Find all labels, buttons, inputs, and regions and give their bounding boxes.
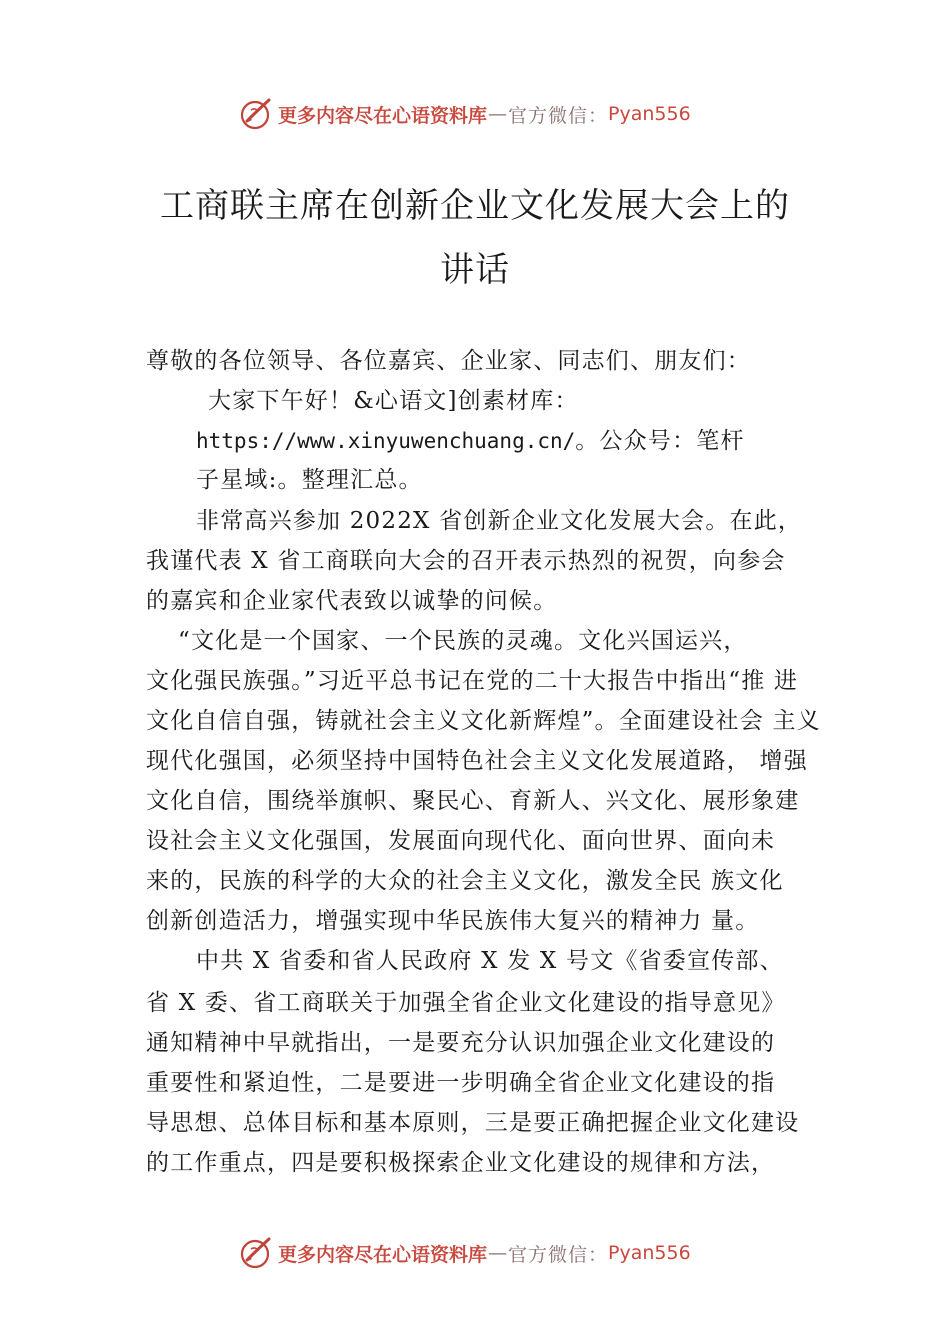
source-url: https://www.xinyuwenchuang.cn/ <box>196 429 576 453</box>
public-account-label: 。公众号：笔杆 <box>575 428 745 454</box>
watermark-wechat-id: Pyan556 <box>608 103 691 125</box>
body-line: 设社会主义文化强国，发展面向现代化、面向世界、面向未 <box>146 828 776 854</box>
watermark-dash: — <box>488 103 508 125</box>
body-line: 省 X 委、省工商联关于加强全省企业文化建设的指导意见》 <box>146 990 786 1016</box>
footer-watermark-banner <box>0 1233 950 1273</box>
watermark-wechat-id: Pyan556 <box>608 1242 691 1264</box>
greeting-line: 大家下午好！&心语文]创素材库： <box>208 388 579 414</box>
body-line: 创新创造活力，增强实现中华民族伟大复兴的精神力 量。 <box>146 908 760 934</box>
body-line: 重要性和紧迫性，二是要进一步明确全省企业文化建设的指 <box>146 1070 776 1096</box>
header-watermark-banner <box>0 94 950 134</box>
body-line: 我谨代表 X 省工商联向大会的召开表示热烈的祝贺，向参会 <box>146 548 786 574</box>
brush-logo-icon <box>238 96 274 132</box>
source-line-end: 子星域:。整理汇总。 <box>196 467 423 493</box>
body-line: 来的，民族的科学的大众的社会主义文化，激发全民 族文化 <box>146 868 784 894</box>
body-line: 非常高兴参加 2022X 省创新企业文化发展大会。在此， <box>196 508 803 534</box>
body-line: 通知精神中早就指出，一是要充分认识加强企业文化建设的 <box>146 1030 776 1056</box>
watermark-wechat-label: 官方微信： <box>508 104 609 127</box>
body-line: 现代化强国，必须坚持中国特色社会主义文化发展道路， 增强 <box>146 748 808 774</box>
body-line: 的嘉宾和企业家代表致以诚挚的问候。 <box>146 588 558 614</box>
body-line: “文化是一个国家、一个民族的灵魂。文化兴国运兴， <box>178 628 748 654</box>
source-url-line <box>196 426 745 456</box>
body-line: 中共 X 省委和省人民政府 X 发 X 号文《省委宣传部、 <box>196 948 784 974</box>
body-line: 导思想、总体目标和基本原则，三是要正确把握企业文化建设 <box>146 1110 800 1136</box>
brush-logo-icon <box>238 1235 274 1271</box>
document-title-line-1: 工商联主席在创新企业文化发展大会上的 <box>160 186 790 226</box>
body-line: 文化自信，围绕举旗帜、聚民心、育新人、兴文化、展形象建 <box>146 788 800 814</box>
body-line: 文化自信自强，铸就社会主义文化新辉煌”。全面建设社会 主义 <box>146 708 821 734</box>
watermark-main-text: 更多内容尽在心语资料库 <box>278 104 488 127</box>
watermark-main-text: 更多内容尽在心语资料库 <box>278 1243 488 1266</box>
document-title-line-2: 讲话 <box>440 250 510 290</box>
watermark-dash: — <box>488 1242 508 1264</box>
body-line: 文化强民族强。”习近平总书记在党的二十大报告中指出“推 进 <box>146 668 799 694</box>
body-line: 的工作重点，四是要积极探索企业文化建设的规律和方法， <box>146 1150 776 1176</box>
watermark-wechat-label: 官方微信： <box>508 1243 609 1266</box>
salutation-line: 尊敬的各位领导、各位嘉宾、企业家、同志们、朋友们： <box>146 348 751 374</box>
